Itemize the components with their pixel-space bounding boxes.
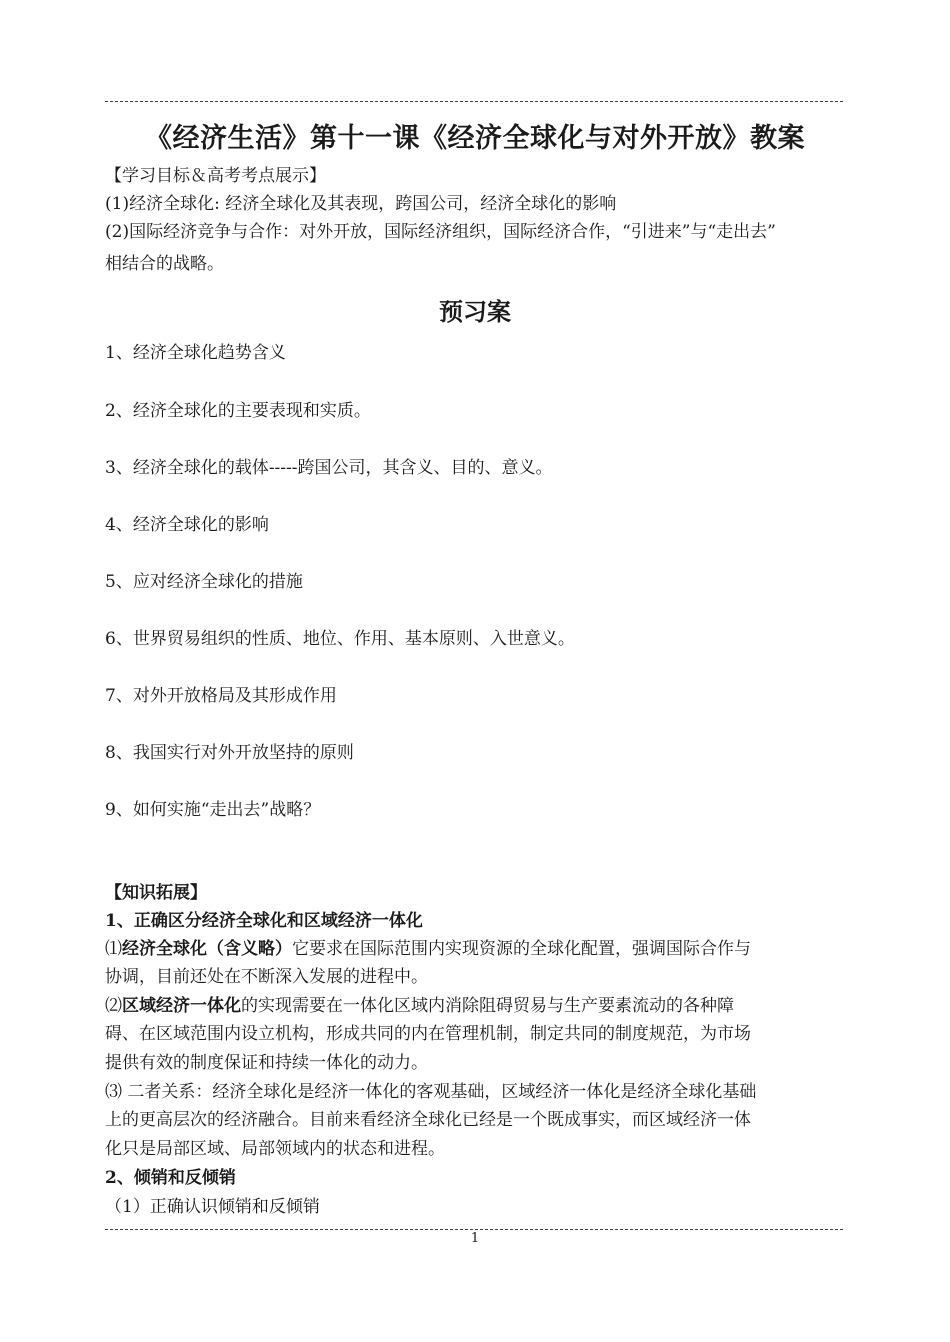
page-number: 1 [470,1231,480,1246]
globalization-term: 经济全球化（含义略） [122,939,292,959]
preview-question-7: 7、对外开放格局及其形成作用 [105,686,337,706]
globalization-text: 它要求在国际范围内实现资源的全球化配置，强调国际合作与 [292,939,751,959]
relation-paragraph-line-3: 化只是局部区域、局部领域内的状态和进程。 [105,1139,445,1159]
integration-paragraph-line-1 [105,993,845,1020]
paragraph-marker: ⑵ [105,996,122,1016]
integration-paragraph-line-3: 提供有效的制度保证和持续一体化的动力。 [105,1053,428,1073]
top-dashed-rule [105,101,843,102]
paragraph-marker: ⑴ [105,939,122,959]
document-title: 《经济生活》第十一课《经济全球化与对外开放》教案 [145,123,805,154]
dumping-item-1: （1）正确认识倾销和反倾销 [105,1197,320,1217]
globalization-paragraph-line-1 [105,936,845,963]
knowledge-heading: 【知识拓展】 [105,883,207,903]
preview-question-6: 6、世界贸易组织的性质、地位、作用、基本原则、入世意义。 [105,629,575,649]
objective-line-2: (2)国际经济竞争与合作：对外开放，国际经济组织，国际经济合作，“引进来”与“走出去” [105,222,776,242]
preview-question-9: 9、如何实施“走出去”战略？ [105,800,321,820]
globalization-paragraph-line-2: 协调，目前还处在不断深入发展的进程中。 [105,967,428,987]
knowledge-subheading-2: 2、倾销和反倾销 [105,1168,236,1188]
preview-question-1: 1、经济全球化趋势含义 [105,343,286,363]
preview-question-2: 2、经济全球化的主要表现和实质。 [105,401,371,421]
relation-paragraph-line-1: ⑶ 二者关系：经济全球化是经济一体化的客观基础，区域经济一体化是经济全球化基础 [105,1082,757,1102]
objectives-heading: 【学习目标＆高考考点展示】 [105,166,326,186]
relation-paragraph-line-2: 上的更高层次的经济融合。目前来看经济全球化已经是一个既成事实，而区域经济一体 [105,1110,751,1130]
integration-text: 的实现需要在一体化区域内消除阻碍贸易与生产要素流动的各种障 [241,996,734,1016]
objective-line-1: (1)经济全球化: 经济全球化及其表现，跨国公司，经济全球化的影响 [105,194,617,214]
knowledge-subheading-1: 1、正确区分经济全球化和区域经济一体化 [105,911,423,931]
integration-paragraph-line-2: 碍、在区域范围内设立机构，形成共同的内在管理机制，制定共同的制度规范，为市场 [105,1024,751,1044]
preview-question-8: 8、我国实行对外开放坚持的原则 [105,743,354,763]
objective-line-3: 相结合的战略。 [105,254,224,274]
preview-heading: 预习案 [439,297,511,326]
preview-question-4: 4、经济全球化的影响 [105,515,269,535]
preview-question-5: 5、应对经济全球化的措施 [105,572,303,592]
integration-term: 区域经济一体化 [122,996,241,1016]
bottom-dashed-rule [105,1229,843,1230]
preview-question-3: 3、经济全球化的载体-----跨国公司，其含义、目的、意义。 [105,458,553,478]
